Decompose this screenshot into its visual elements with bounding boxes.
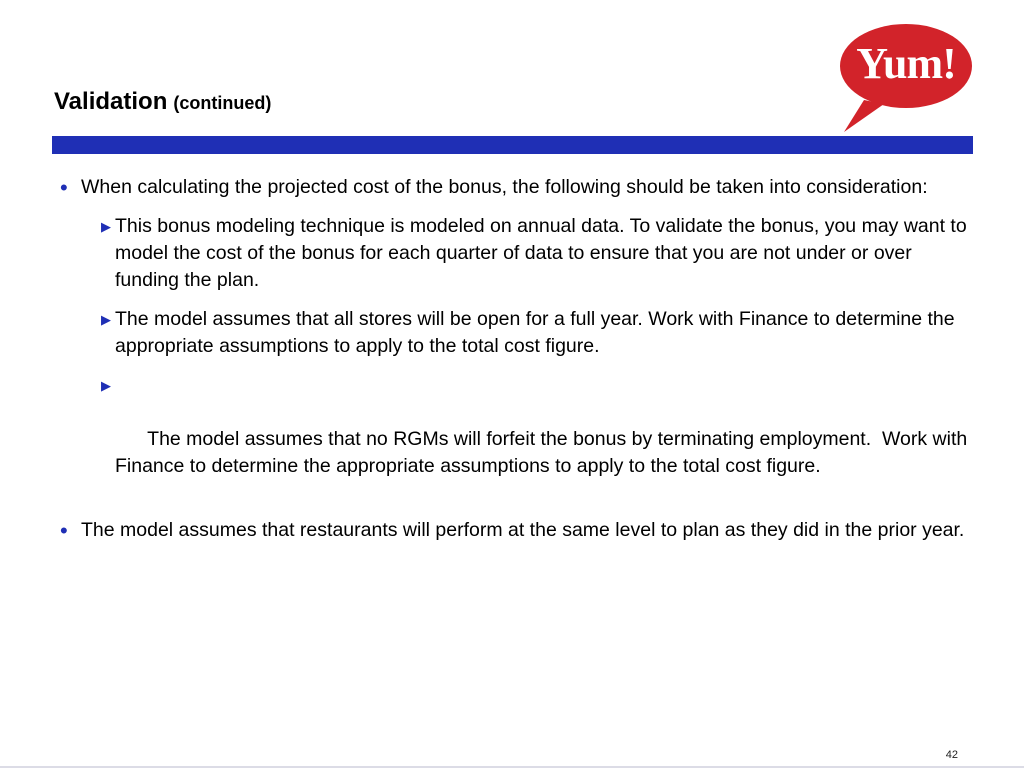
bullet-dot-icon: • [60, 175, 68, 200]
triangle-arrow-icon: ▶ [101, 219, 111, 234]
title-rule [52, 136, 973, 154]
sub-bullet-2 [60, 306, 970, 360]
sub-bullet-3 [60, 372, 973, 507]
triangle-arrow-icon: ▶ [101, 312, 111, 327]
page-number: 42 [945, 749, 958, 761]
bullet-2 [60, 517, 970, 544]
title-suffix: (continued) [173, 93, 272, 113]
slide-content [60, 174, 973, 544]
sub-bullet-text: The model assumes that no RGMs will forfeit the bonus by terminating employment. Work with Finance to determine the appropriate assumptions to apply to the total cost figure. [115, 428, 973, 477]
slide-title [54, 88, 271, 116]
bullet-text: When calculating the projected cost of the bonus, the following should be taken into consideration: [81, 176, 928, 198]
bullet-1 [60, 174, 970, 201]
logo-text: Yum! [856, 39, 956, 88]
sub-bullet-text: The model assumes that all stores will be open for a full year. Work with Finance to determine the appropriate assumptions to apply to the total cost figure. [115, 308, 955, 357]
bullet-text: The model assumes that restaurants will perform at the same level to plan as they did in the prior year. [81, 519, 965, 541]
sub-bullet-1 [60, 213, 970, 294]
title-main: Validation [54, 88, 168, 115]
triangle-arrow-icon: ▶ [101, 378, 111, 393]
bullet-dot-icon: • [60, 518, 68, 543]
sub-bullet-text: This bonus modeling technique is modeled on annual data. To validate the bonus, you may want to model the cost of the bonus for each quarter of data to ensure that you are not under or over funding the plan. [115, 215, 967, 291]
